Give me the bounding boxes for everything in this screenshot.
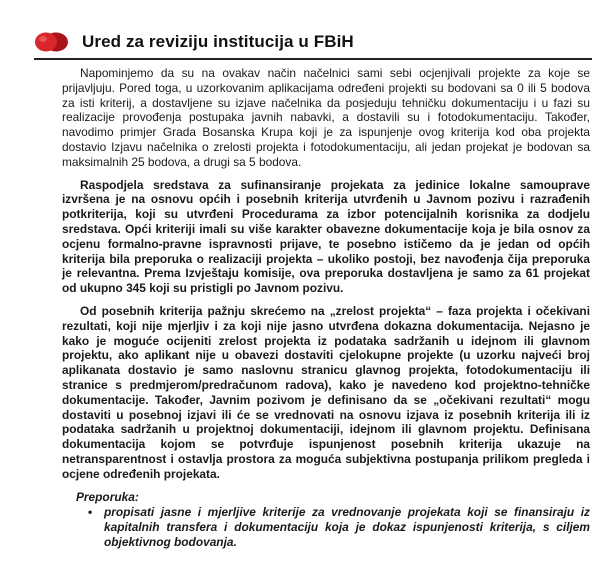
recommendation-title: Preporuka: xyxy=(76,489,139,504)
bullet-icon: • xyxy=(88,505,93,520)
header-title: Ured za reviziju institucija u FBiH xyxy=(82,32,354,51)
paragraph-special-criteria: Od posebnih kriterija pažnju skrećemo na „zrelost projekta“ – faza projekta i očekivani rezultati, koji nije mjerljiv i za koji nije jasno utvrđena dokazna dokumentacija. Nejasno je kako je moguće ocijeniti zrelost projekta iz podataka sadržanih u idejnom ili glavnom projektu, ako aplikant nije u obavezi dostaviti cjelokupne projekte (u uzorku najveći broj aplikanata dostavio je samo naslovnu stranicu glavnog projekta, fotodokumentaciju ili stranice s predmjerom/predračunom radova), kako je navedeno kod projektno-tehničke dokumentacije. Također, Javnim pozivom je definisano da se „očekivani rezultati“ mogu dostaviti u posebnoj izjavi ili će se vrednovati na osnovu izjava iz posebnih kriterija ili iz podataka sadržanih u projektnoj dokumentaciji, idejnom ili glavnom projektu. Definisana dokumentacija kojom se potvrđuje ispunjenost posebnih kriterija ukazuje na netransparentnost i ostavlja prostora za moguća subjektivna postupanja prilikom pregleda i ocjene određenih projekata. xyxy=(62,303,590,481)
document-body xyxy=(62,66,590,550)
institution-logo-icon xyxy=(34,31,70,53)
recommendation-item-text: propisati jasne i mjerljive kriterije za vrednovanje projekata koji se finansiraju iz kapitalnih transfera i dokumentaciju koja je dokaz ispunjenosti kriterija, s ciljem objektivnog bodovanja. xyxy=(104,505,590,549)
recommendation-list xyxy=(62,505,590,549)
header-divider xyxy=(34,58,592,60)
page-header xyxy=(34,27,594,57)
recommendation-item xyxy=(62,505,590,549)
paragraph-note: Napominjemo da su na ovakav način načelnici sami sebi ocjenjivali projekte za koje se prijavljuju. Pored toga, u uzorkovanim aplikacijama određeni projekti su bodovani sa 0 ili 5 bodova za isti kriterij, a dostavljene su izjave načelnika da posjeduju tehničku dokumentaciju i u fazi su realizacije provođenja postupaka javnih nabavki, a dostavili su i fotodokumentaciju. Također, navodimo primjer Grada Bosanska Krupa koji je za ispunjenje ovog kriterija kod oba projekta dostavio Izjavu načelnika o zrelosti projekta i fotodokumentaciju, ali jedan projekat je bodovan sa maksimalnih 25 bodova, a drugi sa 5 bodova. xyxy=(62,66,590,169)
paragraph-funding-distribution: Raspodjela sredstava za sufinansiranje projekata za jedinice lokalne samouprave izvršena je na osnovu općih i posebnih kriterija utvrđenih u Javnom pozivu i razrađenih potkriterija, koji su utvrđeni Procedurama za izbor potencijalnih korisnika za dodjelu sredstava. Opći kriteriji imali su više karakter obavezne dokumentacije koja je bila osnov za ocjenu formalno-pravne ispravnosti prijave, te posebno ističemo da je jedan od općih kriterija bila preporuka o realizaciji projekta – ukoliko postoji, bez navođenja čija preporuka je relevantna. Prema Izvještaju komisije, ova preporuka dostavljena je samo za 61 projekat od ukupno 345 koji su pristigli po Javnom pozivu. xyxy=(62,177,590,296)
